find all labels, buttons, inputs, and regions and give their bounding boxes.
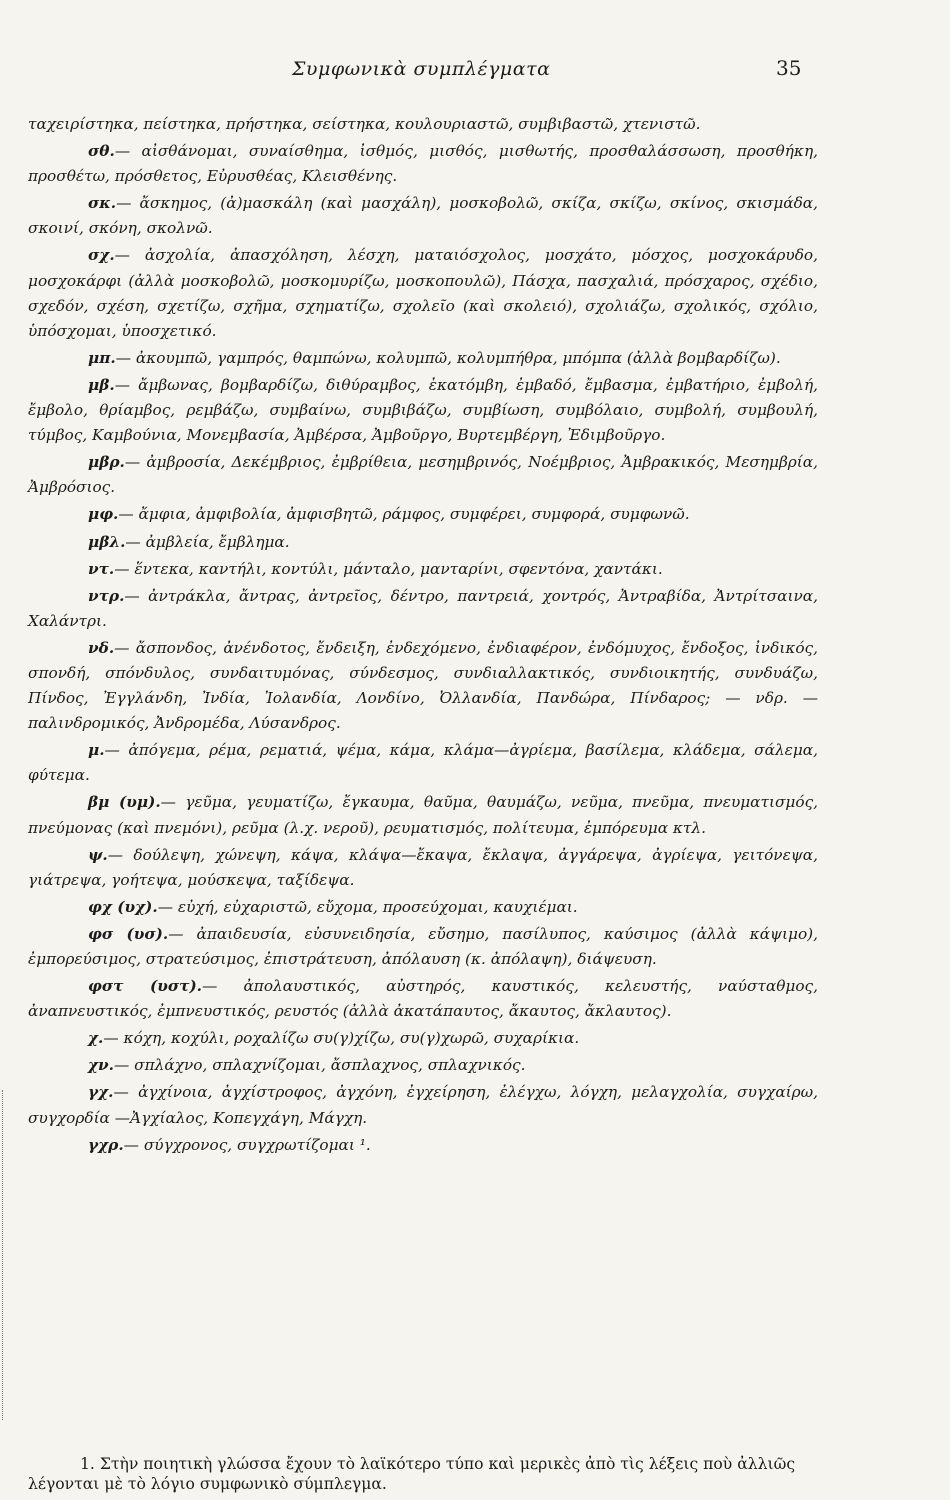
entry — [28, 974, 818, 1024]
entry-text: — ἀπαιδευσία, εὐσυνειδησία, εὔσημο, πασίλυπος, καύσιμος (ἀλλὰ κάψιμο), ἐμπορεύσιμος, στρατεύσιμος, ἐπιστράτευση, ἀπόλαυση (κ. ἀπόλαψη), διάψευση. — [28, 924, 818, 968]
entry — [28, 895, 818, 920]
entry-text: — σύγχρονος, συγχρωτίζομαι ¹. — [123, 1135, 371, 1154]
entry-head: ψ. — [88, 845, 108, 864]
entry — [28, 346, 818, 371]
entry-head: μβλ. — [88, 532, 126, 551]
entry-head: σκ. — [88, 194, 117, 213]
entry-head: μ. — [88, 741, 105, 760]
entry-head: φσ (υσ). — [88, 924, 169, 943]
entry — [28, 1080, 818, 1130]
entry-text: — ἀκουμπῶ, γαμπρός, θαμπώνω, κολυμπῶ, κολυμπήθρα, μπόμπα (ἀλλὰ βομβαρδίζω). — [115, 348, 781, 367]
entry-head: φχ (υχ). — [88, 897, 158, 916]
entry — [28, 530, 818, 555]
entry-text: — ἀντράκλα, ἄντρας, ἀντρεῖος, δέντρο, παντρειά, χοντρός, Ἀντραβίδα, Ἀντρίτσαινα, Χαλάντρι. — [28, 586, 818, 630]
entry-text: — ἕντεκα, καντήλι, κοντύλι, μάνταλο, μανταρίνι, σφεντόνα, χαντάκι. — [114, 559, 663, 578]
entry-head: μπ. — [88, 348, 116, 367]
entry-head: γχρ. — [88, 1135, 124, 1154]
entry-head: γχ. — [88, 1083, 114, 1102]
footnote: 1. Στὴν ποιητικὴ γλώσσα ἔχουν τὸ λαϊκότερο τύπο καὶ μερικὲς ἀπὸ τὶς λέξεις ποὺ ἀλλιῶς λέγονται μὲ τὸ λόγιο συμφωνικὸ σύμπλεγμα. — [28, 1454, 796, 1494]
entry — [28, 450, 818, 500]
entry — [28, 243, 818, 343]
entry — [28, 502, 818, 527]
entry-head: φστ (υστ). — [88, 977, 203, 996]
entry-head: σθ. — [88, 142, 115, 161]
entry-text: — ἀμβροσία, Δεκέμβριος, ἐμβρίθεια, μεσημβρινός, Νοέμβριος, Ἀμβρακικός, Μεσημβρία, Ἀμβρόσιος. — [28, 453, 818, 497]
entry-head: μβρ. — [88, 453, 125, 472]
entry — [28, 790, 818, 840]
entry — [28, 1133, 818, 1158]
entry — [28, 1053, 818, 1078]
entry-head: ντ. — [88, 559, 115, 578]
entry — [28, 112, 818, 137]
entry-text: — δούλεψη, χώνεψη, κάψα, κλάψα—ἔκαψα, ἔκλαψα, ἀγγάρεψα, ἀγρίεψα, γειτόνεψα, γιάτρεψα, γοήτεψα, μούσκεψα, ταξίδεψα. — [28, 845, 818, 889]
entry-head: μβ. — [88, 375, 115, 394]
entry — [28, 636, 818, 736]
entry-text: — ἄμβωνας, βομβαρδίζω, διθύραμβος, ἑκατόμβη, ἐμβαδό, ἔμβασμα, ἐμβατήριο, ἐμβολή, ἔμβολο, θρίαμβος, ρεμβάζω, συμβαίνω, συμβιβάζω, συμβίωση, συμβόλαιο, συμβολή, συμβουλή, τύμβος, Καμβούνια, Μονεμβασία, Ἀμβέρσα, Ἀμβοῦργο, Βυρτεμβέργη, Ἐδιμβοῦργο. — [28, 375, 818, 445]
entry-head: χ. — [88, 1029, 104, 1048]
entry-head: νδ. — [88, 638, 115, 657]
entry-text: — ἀπολαυστικός, αὐστηρός, καυστικός, κελευστής, ναύσταθμος, ἀναπνευστικός, ἐμπνευστικός, ρευστός (ἀλλὰ ἀκατάπαυτος, ἄκαυτος, ἄκλαυτος). — [28, 977, 818, 1021]
body-text — [28, 112, 818, 1160]
entry-text: — ἄσπονδος, ἀνένδοτος, ἔνδειξη, ἐνδεχόμενο, ἐνδιαφέρον, ἐνδόμυχος, ἔνδοξος, ἰνδικός, σπονδή, σπόνδυλος, συνδαιτυμόνας, σύνδεσμος, συνδιαλλακτικός, συνδιοικητής, συνδυάζω, Πίνδος, Ἐγγλάνδη, Ἰνδία, Ἰολανδία, Λονδίνο, Ὀλλανδία, Πανδώρα, Πίνδαρος; — νδρ. — παλινδρομικός, Ἀνδρομέδα, Λύσανδρος. — [28, 638, 818, 733]
entry — [28, 373, 818, 448]
entry-text: — ἀσχολία, ἀπασχόληση, λέσχη, ματαιόσχολος, μοσχάτο, μόσχος, μοσχοκάρυδο, μοσχοκάρφι (ἀλλὰ μοσκοβολῶ, μοσκομυρίζω, μοσκοπουλῶ), Πάσχα, πασχαλιά, πρόσχαρος, σχέδιο, σχεδόν, σχέση, σχετίζω, σχῆμα, σχηματίζω, σχολεῖο (καὶ σκολειό), σχολιάζω, σχολικός, σχόλιο, ὑπόσχομαι, ὑποσχετικό. — [28, 246, 818, 340]
entry-text: — αἰσθάνομαι, συναίσθημα, ἰσθμός, μισθός, μισθωτής, προσθαλάσσωση, προσθήκη, προσθέτω, πρόσθετος, Εὐρυσθέας, Κλεισθένης. — [28, 142, 818, 186]
entry-head: χν. — [88, 1056, 115, 1075]
entry — [28, 584, 818, 634]
margin-marks — [2, 1090, 13, 1420]
entry-text: — ἄσκημος, (ἀ)μασκάλη (καὶ μασχάλη), μοσκοβολῶ, σκίζα, σκίζω, σκίνος, σκισμάδα, σκοινί, σκόνη, σκολνῶ. — [28, 194, 818, 238]
entry — [28, 1026, 818, 1051]
entry-text: — εὐχή, εὐχαριστῶ, εὔχομα, προσεύχομαι, καυχιέμαι. — [157, 897, 578, 916]
entry — [28, 139, 818, 189]
entry — [28, 922, 818, 972]
entry-text: — κόχη, κοχύλι, ροχαλίζω συ(γ)χίζω, συ(γ)χωρῶ, συχαρίκια. — [103, 1029, 580, 1048]
entry — [28, 191, 818, 241]
running-title: Συμφωνικὰ συμπλέγματα — [292, 58, 551, 80]
entry-text: — ἀπόγεμα, ρέμα, ρεματιά, ψέμα, κάμα, κλάμα—ἀγρίεμα, βασίλεμα, κλάδεμα, σάλεμα, φύτεμα. — [28, 741, 818, 785]
entry-text: — ἄμφια, ἀμφιβολία, ἀμφισβητῶ, ράμφος, συμφέρει, συμφορά, συμφωνῶ. — [118, 505, 690, 524]
entry-text: — ἀγχίνοια, ἀγχίστροφος, ἀγχόνη, ἐγχείρηση, ἐλέγχω, λόγχη, μελαγχολία, συγχαίρω, συγχορδία —Ἀγχίαλος, Κοπεγχάγη, Μάγχη. — [28, 1083, 818, 1127]
entry-head: ντρ. — [88, 586, 125, 605]
entry-text: — γεῦμα, γευματίζω, ἔγκαυμα, θαῦμα, θαυμάζω, νεῦμα, πνεῦμα, πνευματισμός, πνεύμονας (καὶ πνεμόνι), ρεῦμα (λ.χ. νεροῦ), ρευματισμός, πολίτευμα, ἐμπόρευμα κτλ. — [28, 793, 818, 837]
page-header — [0, 58, 950, 88]
entry-text: — ἀμβλεία, ἔμβλημα. — [125, 532, 290, 551]
entry-text: ταχειρίστηκα, πείστηκα, πρήστηκα, σείστηκα, κουλουριαστῶ, συμβιβαστῶ, χτενιστῶ. — [28, 115, 701, 133]
entry-head: σχ. — [88, 246, 115, 265]
entry — [28, 738, 818, 788]
entry-head: βμ (υμ). — [88, 793, 161, 812]
entry — [28, 557, 818, 582]
entry-text: — σπλάχνο, σπλαχνίζομαι, ἄσπλαχνος, σπλαχνικός. — [114, 1056, 526, 1075]
entry-head: μφ. — [88, 505, 119, 524]
entry — [28, 843, 818, 893]
page-number: 35 — [776, 56, 802, 80]
